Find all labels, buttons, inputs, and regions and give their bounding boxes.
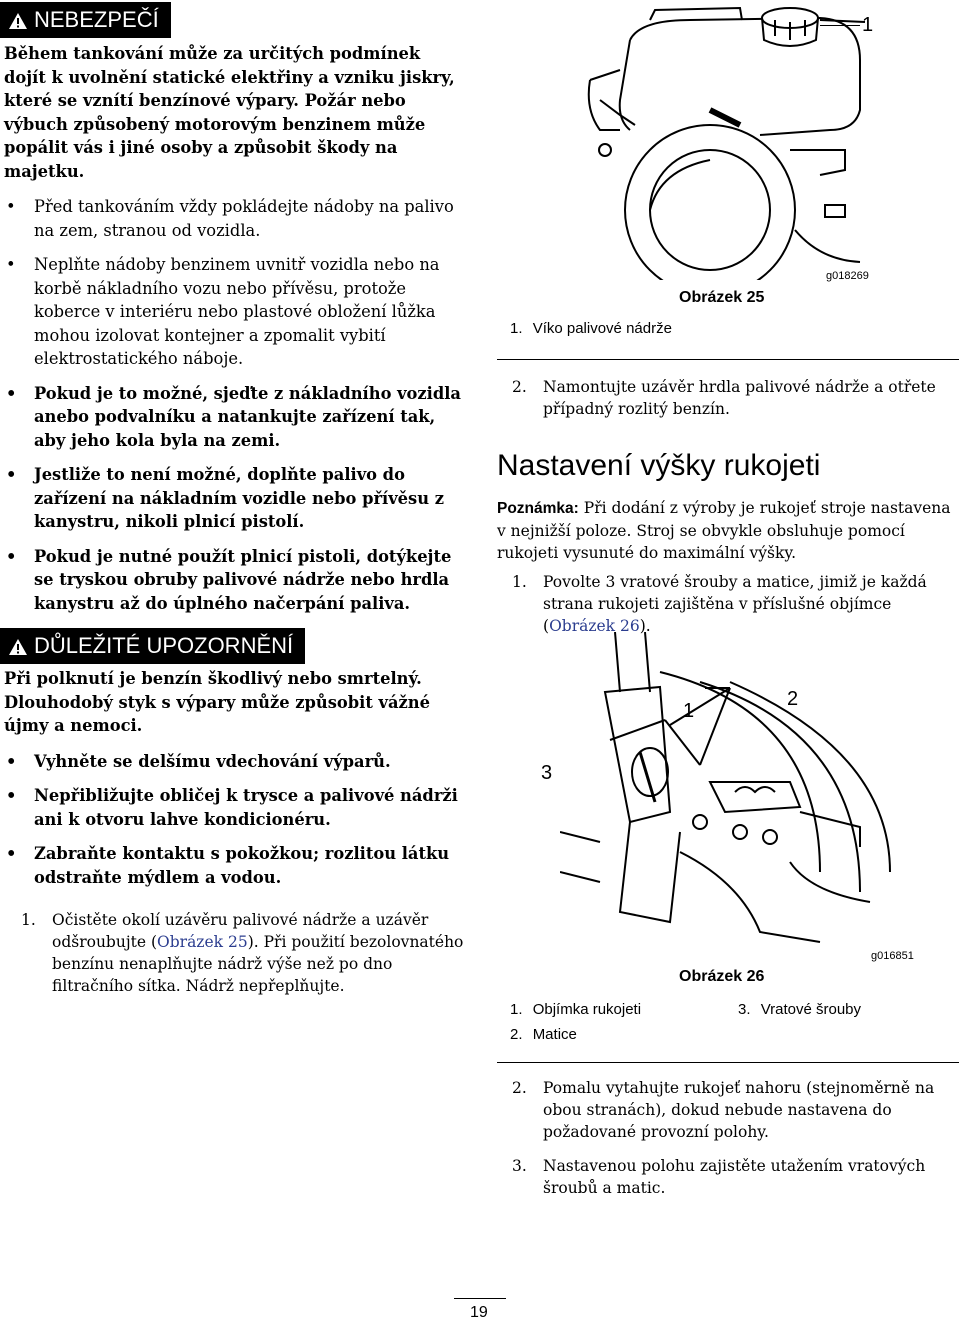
figure26-code: g016851 [871,950,914,962]
warning-triangle-icon [8,631,28,667]
list-item: • Zabraňte kontaktu s pokožkou; rozlitou látku odstraňte mýdlem a vodou. [4,842,464,889]
figure25-legend [510,320,672,337]
footer-rule [454,1298,506,1299]
step-number: 3. [512,1157,527,1175]
legend-text: Matice [532,1026,577,1043]
figure25-code: g018269 [826,270,869,282]
figure26-bottom-rule [497,1062,959,1063]
step-number: 1. [512,573,527,591]
danger-bullet-list [4,195,464,615]
handle-steps-cont [497,1077,937,1211]
step-text: ). Při použití bezolovnatého benzínu nenaplňujte nádrž výše než po dno filtračního sítka. Nádrž nepřeplňujte. [52,933,464,995]
fuel-steps-cont [497,376,937,432]
step-text: ). [639,617,651,635]
danger-label [0,2,171,38]
step-text: Namontujte uzávěr hrdla palivové nádrže a otřete případný rozlitý benzín. [543,378,936,418]
step-item [497,1155,937,1199]
callout-lines [560,660,760,820]
figure26-callout-3: 3 [541,762,553,784]
list-item: • Jestliže to není možné, doplňte palivo do zařízení na nákladním vozidle nebo přívěsu z kanystru, nikoli plnicí pistolí. [4,463,464,534]
page-number: 19 [470,1304,488,1321]
legend-number: 1. [510,1001,523,1018]
step-item [497,1077,937,1143]
list-item: • Pokud je to možné, sjeďte z nákladního vozidla anebo podvalníku a natankujte zařízení tak, aby jeho kola byla na zemi. [4,382,464,453]
step-number: 1. [21,911,36,929]
step-item [497,376,937,420]
warning-intro: Při polknutí je benzín škodlivý nebo smrtelný. Dlouhodobý styk s výpary může způsobit vážné újmy a nemoci. [4,669,430,735]
warning-label-text: DŮLEŽITÉ UPOZORNĚNÍ [34,633,294,658]
section-heading: Nastavení výšky rukojeti [497,449,821,482]
danger-body [4,42,464,626]
warning-label [0,628,305,664]
warning-body [4,667,464,900]
figure25-bottom-rule [497,359,959,360]
step-item [497,571,959,637]
step-text: Nastavenou polohu zajistěte utažením vratových šroubů a matic. [543,1157,926,1197]
figure25-caption: Obrázek 25 [679,289,765,306]
step-text: Pomalu vytahujte rukojeť nahoru (stejnoměrně na obou stranách), dokud nebude nastavena do požadované provozní polohy. [543,1079,935,1141]
note-text: Při dodání z výroby je rukojeť stroje nastavena v nejnižší poloze. Stroj se obvykle obsluhuje pomocí rukojeti vysunuté do maximální výšky. [497,499,951,562]
note-paragraph [497,497,959,564]
legend-text: Objímka rukojeti [532,1001,642,1018]
step-number: 2. [512,1079,527,1097]
list-item: • Nepřibližujte obličej k trysce a palivové nádrži ani k otvoru lahve kondicionéru. [4,784,464,831]
step-item [6,909,466,997]
legend-number: 1. [510,320,523,337]
legend-number: 3. [738,1001,751,1018]
danger-intro: Během tankování může za určitých podmínek dojít k uvolnění statické elektřiny a vzniku jiskry, které se vznítí benzínové výpary. Požár nebo výbuch způsobený motorovým benzinem může popálit vás i jiné osoby a způsobit škody na majetku. [4,44,455,181]
list-item: • Neplňte nádoby benzinem uvnitř vozidla nebo na korbě nákladního vozu nebo přívěsu, protože koberce v interiéru nebo plastové obložení lůžka mohou izolovat kontejner a zpomalit vybití elektrostatického náboje. [4,253,464,371]
figure26-caption: Obrázek 26 [679,968,765,985]
fuel-steps [6,909,466,1009]
list-item: • Před tankováním vždy pokládejte nádoby na palivo na zem, stranou od vozidla. [4,195,464,242]
figure-link[interactable]: Obrázek 26 [549,617,640,635]
step-number: 2. [512,378,527,396]
legend-number: 2. [510,1026,523,1043]
figure26-callout-1: 1 [683,700,695,722]
list-item: • Pokud je nutné použít plnicí pistoli, dotýkejte se tryskou obruby palivové nádrže nebo hrdla kanystru až do úplného načerpání paliva. [4,545,464,616]
note-label: Poznámka: [497,500,579,517]
engine-illustration [560,0,900,280]
legend-text: Víko palivové nádrže [532,320,672,337]
legend-text: Vratové šrouby [760,1001,862,1018]
figure26-legend-1 [510,1001,641,1018]
figure26-legend-2 [510,1026,577,1043]
figure25-callout: 1 [862,14,874,36]
figure26-legend-3 [738,1001,861,1018]
list-item: • Vyhněte se delšímu vdechování výparů. [4,750,464,774]
warning-triangle-icon [8,5,28,41]
step-text: Očistěte okolí uzávěru palivové nádrže a uzávěr odšroubujte ( [52,911,429,951]
danger-label-text: NEBEZPEČÍ [34,7,159,32]
engine-drawing [560,0,900,280]
warning-bullet-list [4,750,464,890]
step-text: Povolte 3 vratové šrouby a matice, jimiž je každá strana rukojeti zajištěna v příslušné objímce ( [543,573,927,635]
figure26-callout-2: 2 [787,688,799,710]
figure-link[interactable]: Obrázek 25 [157,933,248,951]
callout-leader-line [820,25,860,26]
